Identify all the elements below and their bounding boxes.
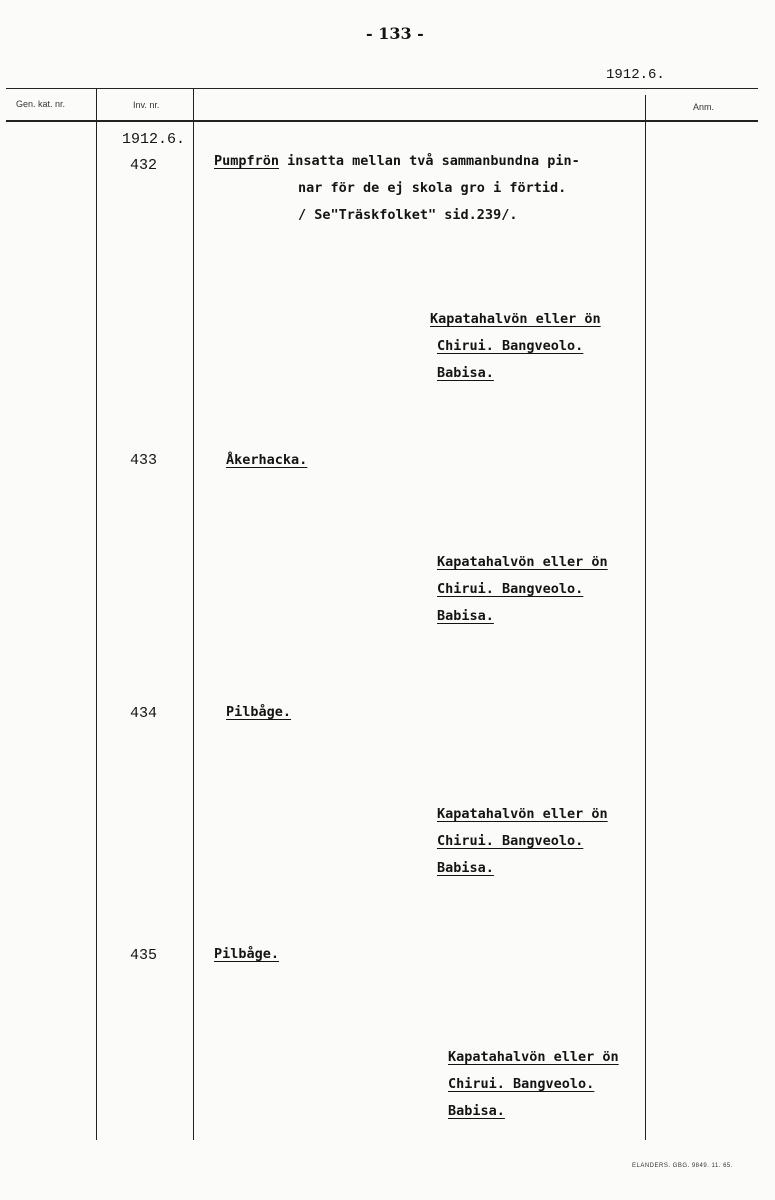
entry-432-location-line3: Babisa. [437,365,494,381]
table-top-rule [6,88,758,89]
entry-432-title: Pumpfrön [214,153,280,169]
header-date: 1912.6. [606,67,665,83]
entry-433-location-line1: Kapatahalvön eller ön [437,554,608,570]
entry-432-location-line2: Chirui. Bangveolo. [437,338,584,354]
entry-435-location-line1: Kapatahalvön eller ön [448,1049,619,1065]
entry-432-text: insatta mellan två sammanbundna pin- [279,153,580,169]
entry-433-title: Åkerhacka. [226,452,308,468]
entry-435-location-line3: Babisa. [448,1103,505,1119]
entry-434-title: Pilbåge. [226,704,292,720]
entry-432-location-line1: Kapatahalvön eller ön [430,311,601,327]
inventory-date: 1912.6. [122,131,186,148]
column-header-inv-nr: Inv. nr. [133,100,160,110]
inv-number-432: 432 [130,157,158,174]
inv-number-435: 435 [130,947,158,964]
entry-435-location-line2: Chirui. Bangveolo. [448,1076,595,1092]
column-header-gen-kat-nr: Gen. kat. nr. [16,99,66,109]
inv-number-433: 433 [130,452,158,469]
inv-number-434: 434 [130,705,158,722]
entry-432-line1 [214,148,580,175]
entry-433-location-line2: Chirui. Bangveolo. [437,581,584,597]
entry-432-line3: / Se"Träskfolket" sid.239/. [298,207,518,223]
entry-434-location-line1: Kapatahalvön eller ön [437,806,608,822]
column-header-anm: Anm. [693,102,715,112]
entry-433-location-line3: Babisa. [437,608,494,624]
printer-imprint: ELANDERS. GBG. 9849. 11. 65. [632,1163,733,1169]
entry-432-line2: nar för de ej skola gro i förtid. [298,180,567,196]
column-divider-text-anm [645,95,646,1140]
page-number: - 133 - [366,24,424,43]
entry-434-location-line3: Babisa. [437,860,494,876]
column-divider-inv-text [193,88,194,1140]
column-divider-gen-inv [96,88,97,1140]
entry-435-title: Pilbåge. [214,946,280,962]
entry-434-location-line2: Chirui. Bangveolo. [437,833,584,849]
